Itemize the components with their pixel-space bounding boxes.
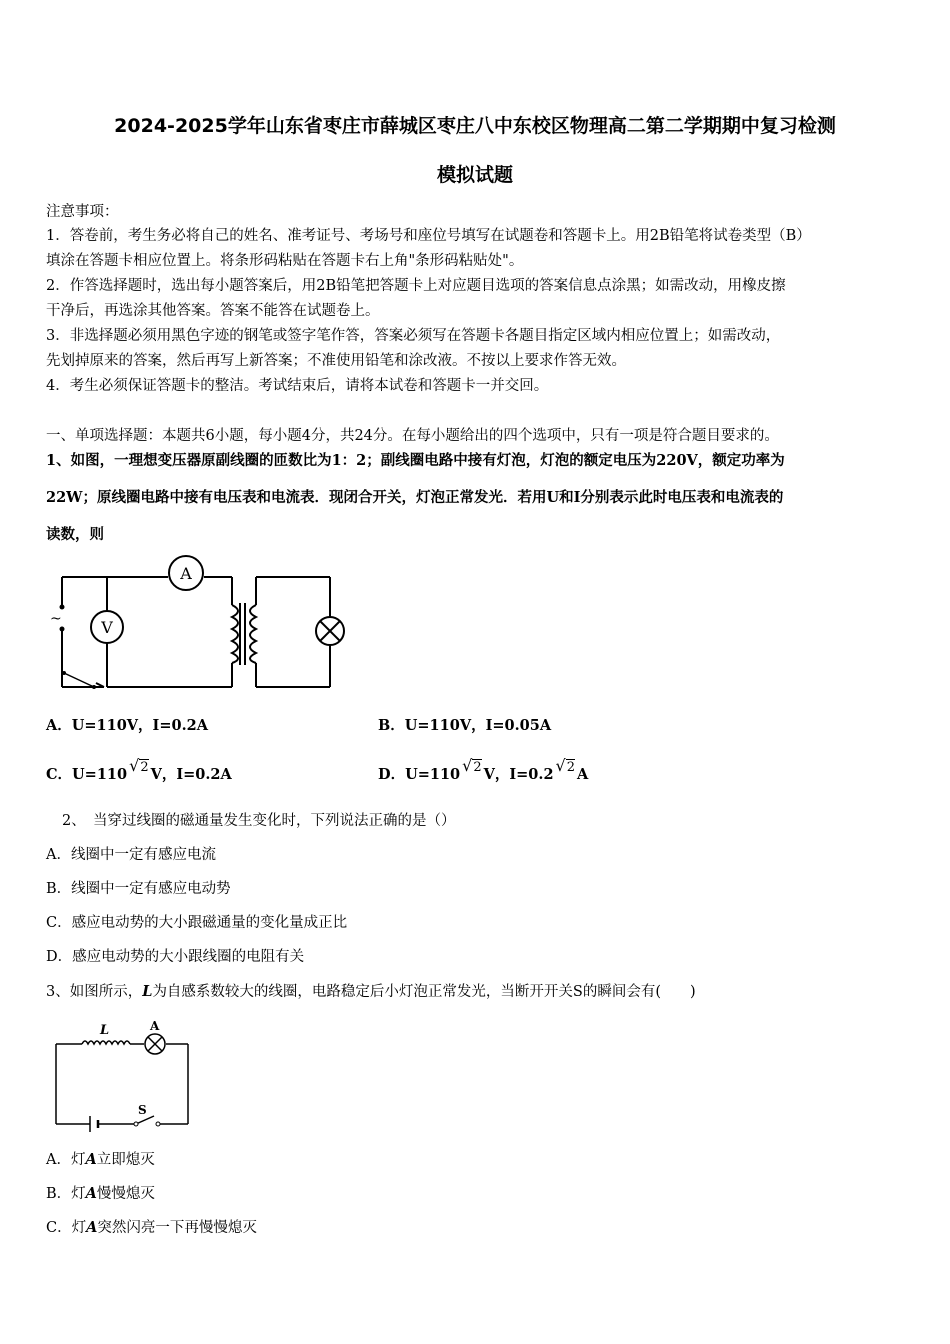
- notice-line: 3．非选择题必须用黑色字迹的钢笔或签字笔作答，答案必须写在答题卡各题目指定区域内相应位置上；如需改动，: [46, 328, 781, 344]
- q1-stem-line: 1、如图，一理想变压器原副线圈的匝数比为1：2；副线圈电路中接有灯泡，灯泡的额定电压为220V，额定功率为: [46, 452, 785, 469]
- q3-option-c-post: 突然闪亮一下再慢慢熄灭: [97, 1220, 257, 1236]
- q1-option-b-text: B．U=110V，I=0.05A: [378, 717, 552, 734]
- ac-source-icon: [50, 605, 65, 632]
- sqrt-symbol: √2: [129, 756, 149, 775]
- svg-text:L: L: [100, 1023, 110, 1038]
- q3-option-a[interactable]: [46, 1150, 155, 1170]
- q3-stem-var: L: [142, 983, 153, 1000]
- q1-option-c-pre: C．U=110: [46, 766, 128, 783]
- q2-option-a[interactable]: A．线圈中一定有感应电流: [46, 847, 216, 863]
- svg-text:S: S: [138, 1103, 147, 1117]
- page-title-line2: 模拟试题: [436, 164, 513, 186]
- svg-text:~: ~: [50, 611, 62, 627]
- lamp-var: A: [85, 1185, 97, 1202]
- q3-stem: [46, 982, 696, 1002]
- notice-line: 干净后，再选涂其他答案。答案不能答在试题卷上。: [46, 303, 380, 319]
- q3-option-b-pre: B．灯: [46, 1186, 86, 1202]
- q3-option-b-post: 慢慢熄灭: [96, 1186, 155, 1202]
- q3-option-c-pre: C．灯: [46, 1220, 87, 1236]
- lamp-var: A: [86, 1219, 98, 1236]
- q3-option-a-pre: A．灯: [46, 1152, 86, 1168]
- q2-option-d[interactable]: D．感应电动势的大小跟线圈的电阻有关: [46, 949, 305, 965]
- q1-option-d-post: A: [577, 766, 589, 783]
- notice-line: 4．考生必须保证答题卡的整洁。考试结束后，请将本试卷和答题卡一并交回。: [46, 378, 549, 394]
- q3-option-c[interactable]: [46, 1218, 257, 1238]
- notice-line: 1．答卷前，考生务必将自己的姓名、准考证号、考场号和座位号填写在试题卷和答题卡上。用2B铅笔将试卷类型（B）: [46, 228, 811, 244]
- page-title: 2024-2025学年山东省枣庄市薛城区枣庄八中东校区物理高二第二学期期中复习检测: [114, 115, 836, 137]
- transformer-circuit-figure: [44, 555, 350, 695]
- ammeter-icon: [169, 556, 203, 590]
- q1-option-c[interactable]: [46, 756, 232, 786]
- q3-stem-pre: 3、如图所示，: [46, 984, 143, 1000]
- voltmeter-icon: [91, 611, 123, 643]
- q2-option-c[interactable]: C．感应电动势的大小跟磁通量的变化量成正比: [46, 915, 348, 931]
- svg-text:A: A: [150, 1019, 160, 1033]
- q1-stem-line: 22W；原线圈电路中接有电压表和电流表．现闭合开关，灯泡正常发光．若用U和I分别表示此时电压表和电流表的: [46, 489, 784, 506]
- notice-heading: 注意事项：: [46, 204, 119, 220]
- q1-stem-line: 读数，则: [46, 526, 104, 543]
- sqrt-symbol: √2: [462, 756, 482, 775]
- inductor-circuit-figure: [46, 1014, 196, 1132]
- lamp-icon: [145, 1019, 165, 1054]
- q1-option-d[interactable]: [378, 756, 589, 786]
- q1-option-a[interactable]: [46, 716, 208, 736]
- svg-text:A: A: [180, 564, 192, 583]
- q3-stem-post: 为自感系数较大的线圈，电路稳定后小灯泡正常发光，当断开开关S的瞬间会有( ): [152, 984, 696, 1000]
- q3-option-b[interactable]: [46, 1184, 155, 1204]
- q2-stem: 2、 当穿过线圈的磁通量发生变化时，下列说法正确的是（）: [62, 813, 456, 829]
- notice-line: 先划掉原来的答案，然后再写上新答案；不准使用铅笔和涂改液。不按以上要求作答无效。: [46, 353, 626, 369]
- battery-icon: [90, 1116, 98, 1132]
- q1-option-c-post: V，I=0.2A: [150, 766, 232, 783]
- inductor-icon: [99, 1023, 109, 1038]
- q1-option-d-pre: D．U=110: [378, 766, 461, 783]
- lamp-icon: [316, 617, 344, 645]
- notice-line: 2．作答选择题时，选出每小题答案后，用2B铅笔把答题卡上对应题目选项的答案信息点涂黑；如需改动，用橡皮擦: [46, 278, 786, 294]
- q1-option-a-text: A．U=110V，I=0.2A: [46, 717, 208, 734]
- section-heading: 一、单项选择题：本题共6小题，每小题4分，共24分。在每小题给出的四个选项中，只有一项是符合题目要求的。: [46, 428, 779, 444]
- svg-text:V: V: [101, 618, 113, 637]
- q2-option-b[interactable]: B．线圈中一定有感应电动势: [46, 881, 231, 897]
- notice-line: 填涂在答题卡相应位置上。将条形码粘贴在答题卡右上角"条形码粘贴处"。: [46, 253, 524, 269]
- q3-option-a-post: 立即熄灭: [96, 1152, 155, 1168]
- q1-option-b[interactable]: [378, 716, 551, 736]
- sqrt-symbol: √2: [555, 756, 576, 775]
- lamp-var: A: [85, 1151, 97, 1168]
- q1-option-d-mid: V，I=0.2: [483, 766, 554, 783]
- switch-icon: [134, 1103, 160, 1126]
